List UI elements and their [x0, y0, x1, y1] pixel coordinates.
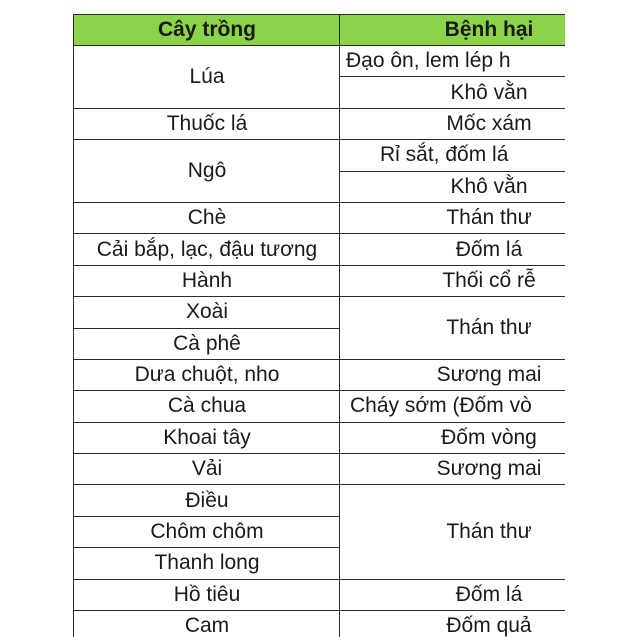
- crop-cell: Dưa chuột, nho: [74, 359, 340, 390]
- disease-cell: Đốm lá: [340, 579, 637, 610]
- table-row: [74, 108, 637, 139]
- table-row: [74, 265, 637, 296]
- disease-cell: Sương mai: [340, 359, 637, 390]
- crop-disease-table: [73, 14, 637, 637]
- crop-cell: Khoai tây: [74, 422, 340, 453]
- crop-cell: Thanh long: [74, 548, 340, 579]
- crop-cell: Thuốc lá: [74, 108, 340, 139]
- disease-cell: Đốm quả: [340, 611, 637, 637]
- crop-cell: Cà chua: [74, 391, 340, 422]
- table-row: [74, 202, 637, 233]
- crop-cell: Chôm chôm: [74, 516, 340, 547]
- table-row: [74, 234, 637, 265]
- disease-cell: Mốc xám: [340, 108, 637, 139]
- table-row: [74, 297, 637, 328]
- crop-cell: Cải bắp, lạc, đậu tương: [74, 234, 340, 265]
- crop-cell: Cà phê: [74, 328, 340, 359]
- table-row: [74, 485, 637, 516]
- disease-cell: Thán thư: [340, 202, 637, 233]
- crop-cell: Lúa: [74, 46, 340, 109]
- table-row: [74, 359, 637, 390]
- crop-cell: Hành: [74, 265, 340, 296]
- disease-cell: Đốm vòng: [340, 422, 637, 453]
- table-row: [74, 454, 637, 485]
- header-row: [74, 15, 637, 46]
- table-row: [74, 46, 637, 77]
- disease-cell: Thán thư: [340, 297, 637, 360]
- disease-cell: Khô vằn: [340, 171, 637, 202]
- table-row: [74, 579, 637, 610]
- crop-cell: Hồ tiêu: [74, 579, 340, 610]
- header-disease: Bệnh hại: [340, 15, 637, 46]
- table-row: [74, 422, 637, 453]
- crop-cell: Cam: [74, 611, 340, 637]
- disease-cell: Khô vằn: [340, 77, 637, 108]
- table-row: [74, 140, 637, 171]
- crop-cell: Vải: [74, 454, 340, 485]
- disease-cell: Thối cổ rễ: [340, 265, 637, 296]
- disease-cell: Sương mai: [340, 454, 637, 485]
- disease-cell: Đốm lá: [340, 234, 637, 265]
- disease-cell: Cháy sớm (Đốm vò: [340, 391, 637, 422]
- disease-cell: Rỉ sắt, đốm lá: [340, 140, 637, 171]
- header-crop: Cây trồng: [74, 15, 340, 46]
- crop-cell: Xoài: [74, 297, 340, 328]
- table-row: [74, 611, 637, 637]
- disease-cell: Đạo ôn, lem lép h: [340, 46, 637, 77]
- table-row: [74, 391, 637, 422]
- crop-cell: Chè: [74, 202, 340, 233]
- crop-cell: Ngô: [74, 140, 340, 203]
- crop-cell: Điều: [74, 485, 340, 516]
- disease-cell: Thán thư: [340, 485, 637, 579]
- crop-edge-right: [565, 14, 637, 637]
